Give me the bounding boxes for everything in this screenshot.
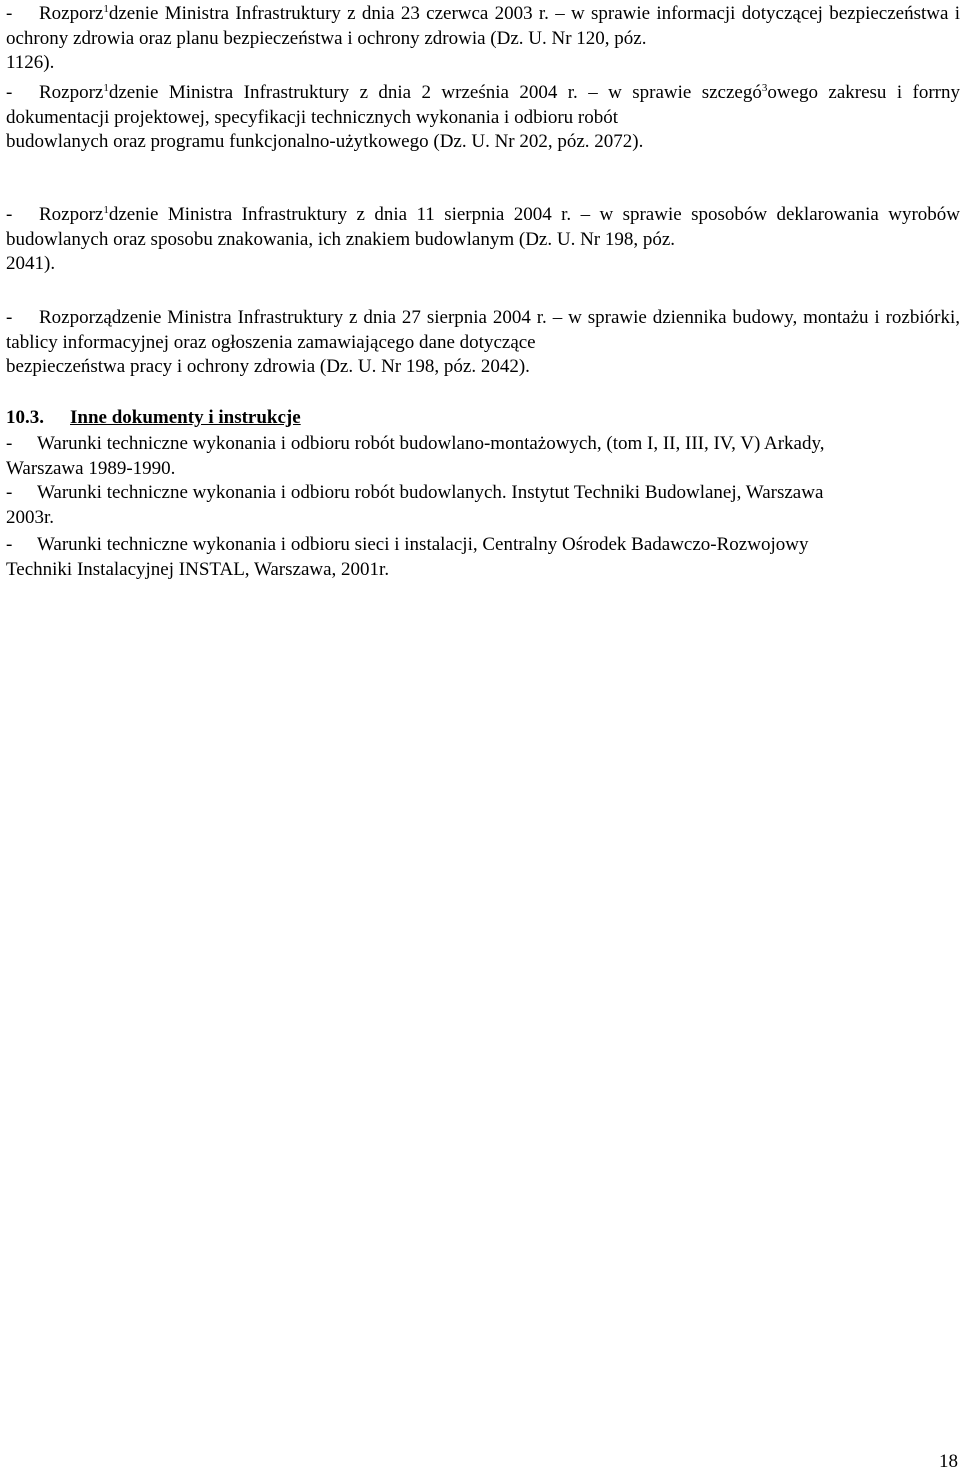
section-heading [6, 406, 301, 431]
list-dash: - [6, 3, 13, 24]
regulation-text: owego zakresu i forrny dokumentacji projektowej, specyfikacji technicznych wykonania i odbioru robót [6, 82, 960, 128]
list-dash: - [6, 307, 13, 328]
section-number: 10.3. [6, 407, 44, 428]
regulation-superscript: 1 [103, 3, 109, 15]
regulation-head: Rozporządzenie [39, 307, 162, 328]
list-dash: - [6, 482, 13, 503]
document-text-last-line: Techniki Instalacyjnej INSTAL, Warszawa, 2001r. [6, 558, 390, 580]
regulation-text-last-line: budowlanych oraz programu funkcjonalno-użytkowego (Dz. U. Nr 202, póz. 2072). [6, 131, 644, 153]
regulation-text: dzenie Ministra Infrastruktury z dnia 11 sierpnia 2004 r. – w sprawie sposobów deklarowania wyrobów budowlanych oraz sposobu znakowania, ich znakiem budowlanym (Dz. U. Nr 198, póz. [6, 204, 960, 250]
list-dash: - [6, 82, 13, 103]
regulation-head: Rozporz [39, 82, 104, 103]
document-text-last-line: Warszawa 1989-1990. [6, 457, 176, 479]
regulation-item [6, 81, 960, 155]
regulation-text-last-line: 1126). [6, 52, 55, 74]
regulation-item [6, 203, 960, 277]
regulation-superscript: 1 [103, 82, 109, 94]
section-title: Inne dokumenty i instrukcje [70, 407, 301, 428]
regulation-item [6, 2, 960, 76]
document-text: Warunki techniczne wykonania i odbioru robót budowlano-montażowych, (tom I, II, III, IV, V) Arkady, [37, 433, 825, 454]
regulation-text-last-line: bezpieczeństwa pracy i ochrony zdrowia (Dz. U. Nr 198, póz. 2042). [6, 356, 530, 378]
regulation-text: dzenie Ministra Infrastruktury z dnia 23 czerwca 2003 r. – w sprawie informacji dotyczącej bezpieczeństwa i ochrony zdrowia oraz planu bezpieczeństwa i ochrony zdrowia (Dz. U. Nr 120, póz. [6, 3, 960, 49]
regulation-head: Rozporz [39, 3, 104, 24]
regulation-text: dzenie Ministra Infrastruktury z dnia 2 września 2004 r. – w sprawie szczegó [108, 82, 762, 103]
document-text-last-line: 2003r. [6, 506, 55, 528]
regulation-text-last-line: 2041). [6, 253, 56, 275]
document-item [6, 533, 960, 582]
document-text: Warunki techniczne wykonania i odbioru sieci i instalacji, Centralny Ośrodek Badawczo-Rozwojowy [37, 534, 809, 555]
document-item [6, 432, 960, 481]
regulation-superscript: 1 [103, 204, 109, 216]
document-item [6, 481, 960, 530]
document-text: Warunki techniczne wykonania i odbioru robót budowlanych. Instytut Techniki Budowlanej, Warszawa [37, 482, 824, 503]
page-number: 18 [939, 1451, 958, 1472]
list-dash: - [6, 204, 13, 225]
regulation-text: Ministra Infrastruktury z dnia 27 sierpnia 2004 r. – w sprawie dziennika budowy, montażu i rozbiórki, tablicy informacyjnej oraz ogłoszenia zamawiającego dane dotyczące [6, 307, 960, 353]
regulation-superscript: 3 [761, 82, 768, 94]
regulation-item [6, 306, 960, 380]
list-dash: - [6, 534, 13, 555]
regulation-head: Rozporz [39, 204, 104, 225]
list-dash: - [6, 433, 13, 454]
